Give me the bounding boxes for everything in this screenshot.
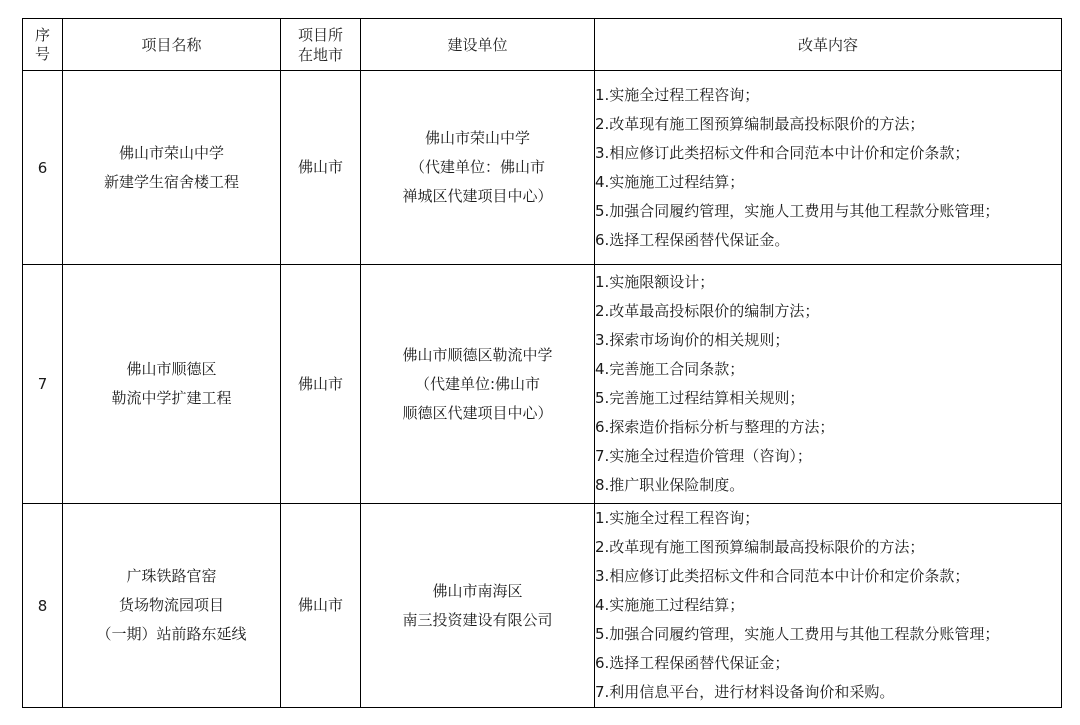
table-row [23,265,1062,504]
row-project-city: 佛山市 [281,71,361,265]
row-construction-unit: 佛山市顺德区勒流中学 （代建单位:佛山市 顺德区代建项目中心） [361,265,595,504]
reform-item: 4.完善施工合同条款； [595,360,745,378]
reform-item: 7.利用信息平台，进行材料设备询价和采购。 [595,683,895,701]
reform-item: 6.探索造价指标分析与整理的方法； [595,418,835,436]
row-project-city: 佛山市 [281,265,361,504]
header-project-name: 项目名称 [63,19,281,71]
reform-item: 3.探索市场询价的相关规则； [595,331,790,349]
row-project-name: 佛山市荣山中学 新建学生宿舍楼工程 [63,71,281,265]
row-seq: 8 [23,504,63,708]
header-reform-content: 改革内容 [595,19,1062,71]
reform-item: 5.完善施工过程结算相关规则； [595,389,805,407]
reform-projects-table [22,18,1062,708]
header-construction-unit: 建设单位 [361,19,595,71]
reform-item: 6.选择工程保函替代保证金。 [595,230,790,249]
reform-item: 6.选择工程保函替代保证金； [595,654,790,672]
reform-item: 2.改革现有施工图预算编制最高投标限价的方法； [595,114,925,133]
table-row [23,504,1062,708]
reform-item: 4.实施施工过程结算； [595,172,745,191]
row-project-name: 广珠铁路官窑 货场物流园项目 （一期）站前路东延线 [63,504,281,708]
reform-item: 2.改革现有施工图预算编制最高投标限价的方法； [595,538,925,556]
table-header-row [23,19,1062,71]
reform-item: 4.实施施工过程结算； [595,596,745,614]
row-reform-content [595,265,1062,504]
row-reform-content [595,71,1062,265]
reform-item: 1.实施全过程工程咨询； [595,85,760,104]
table-row [23,71,1062,265]
row-construction-unit: 佛山市南海区 南三投资建设有限公司 [361,504,595,708]
reform-item: 5.加强合同履约管理，实施人工费用与其他工程款分账管理； [595,201,1000,220]
reform-item: 5.加强合同履约管理，实施人工费用与其他工程款分账管理； [595,625,1000,643]
header-seq: 序 号 [23,19,63,71]
reform-item: 7.实施全过程造价管理（咨询）； [595,447,812,465]
row-construction-unit: 佛山市荣山中学 （代建单位：佛山市 禅城区代建项目中心） [361,71,595,265]
reform-item: 1.实施全过程工程咨询； [595,509,760,527]
row-reform-content [595,504,1062,708]
row-project-name: 佛山市顺德区 勒流中学扩建工程 [63,265,281,504]
row-seq: 7 [23,265,63,504]
reform-item: 3.相应修订此类招标文件和合同范本中计价和定价条款； [595,143,970,162]
reform-item: 3.相应修订此类招标文件和合同范本中计价和定价条款； [595,567,970,585]
row-seq: 6 [23,71,63,265]
reform-item: 1.实施限额设计； [595,273,715,291]
reform-item: 2.改革最高投标限价的编制方法； [595,302,820,320]
header-project-city: 项目所 在地市 [281,19,361,71]
reform-item: 8.推广职业保险制度。 [595,476,745,494]
row-project-city: 佛山市 [281,504,361,708]
